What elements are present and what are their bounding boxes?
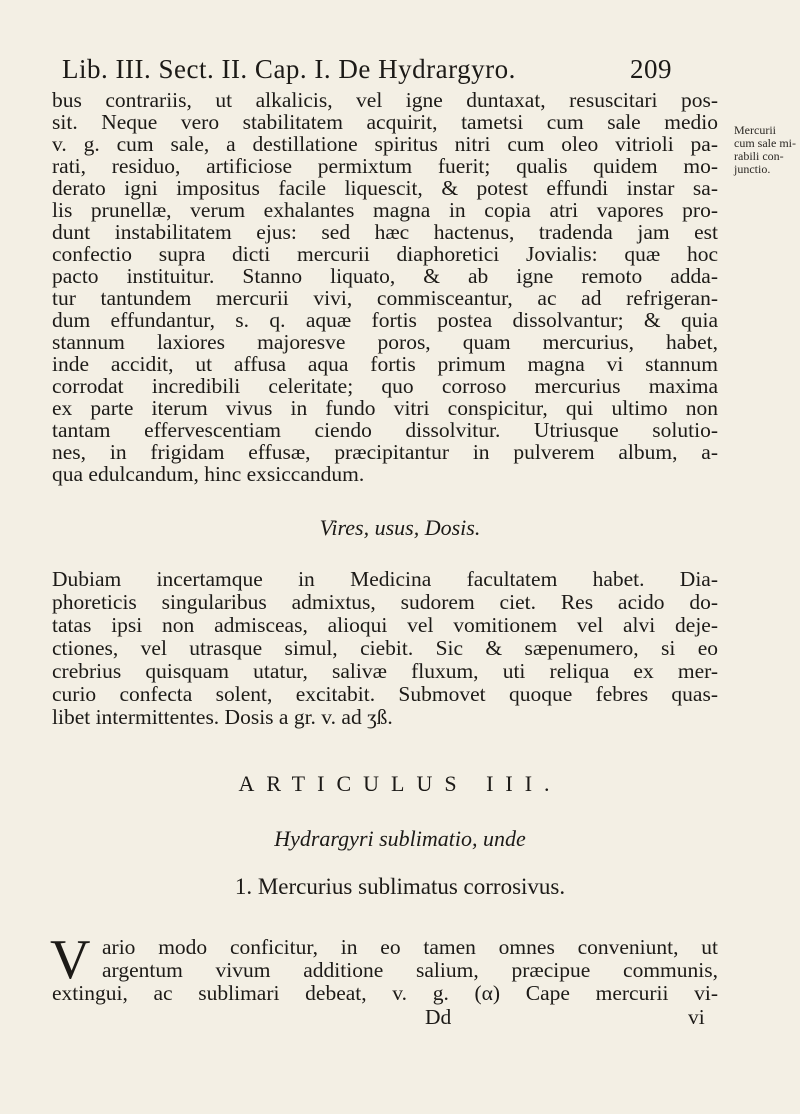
running-header	[62, 54, 672, 85]
marginal-note-line: rabili con-	[734, 149, 784, 163]
marginal-note-line: cum sale mi-	[734, 136, 796, 150]
signature-mark: Dd	[425, 1005, 452, 1029]
text-line: nes, in frigidam effusæ, præcipitantur in pulverem album, a-	[52, 440, 718, 464]
text-line: ctiones, vel utrasque simul, ciebit. Sic & sæpenumero, si eo	[52, 636, 718, 660]
text-line: lis prunellæ, verum exhalantes magna in copia atri vapores pro-	[52, 198, 718, 222]
text-line: dum effundantur, s. q. aquæ fortis postea dissolvantur; & quia	[52, 308, 718, 332]
article-heading: ARTICULUS III.	[238, 771, 562, 796]
text-line: phoreticis singularibus admixtus, sudorem ciet. Res acido do-	[52, 590, 718, 614]
text-line: corrodat incredibili celeritate; quo corroso mercurius maxima	[52, 374, 718, 398]
text-line: stannum laxiores majoresve poros, quam mercurius, habet,	[52, 330, 718, 354]
text-line: curio confecta solent, excitabit. Submovet quoque febres quas-	[52, 682, 718, 706]
text-line: sit. Neque vero stabilitatem acquirit, tametsi cum sale medio	[52, 110, 718, 134]
catchword: vi	[688, 1005, 705, 1029]
text-line: crebrius quisquam utatur, salivæ fluxum, uti reliqua ex mer-	[52, 659, 718, 683]
text-line: derato igni impositus facile liquescit, & potest effundi instar sa-	[52, 176, 718, 200]
text-line: Dubiam incertamque in Medicina facultatem habet. Dia-	[52, 567, 718, 591]
marginal-note-line: junctio.	[734, 162, 771, 176]
text-line: tantam effervescentiam ciendo dissolvitur. Utriusque solutio-	[52, 418, 718, 442]
section-heading: Vires, usus, Dosis.	[319, 515, 481, 540]
text-line: bus contrariis, ut alkalicis, vel igne duntaxat, resuscitari pos-	[52, 88, 718, 112]
page-number: 209	[630, 54, 672, 84]
text-line: ario modo conficitur, in eo tamen omnes conveniunt, ut	[102, 935, 718, 959]
text-line: inde accidit, ut affusa aqua fortis primum magna vi stannum	[52, 352, 718, 376]
text-line: argentum vivum additione salium, præcipue communis,	[102, 958, 718, 982]
text-line: rati, residuo, artificiose permixtum fuerit; qualis quidem mo-	[52, 154, 718, 178]
text-line: tur tantundem mercurii vivi, commisceantur, ac ad refrigeran-	[52, 286, 718, 310]
item-heading: 1. Mercurius sublimatus corrosivus.	[234, 874, 566, 899]
marginal-note-line: Mercurii	[734, 123, 776, 137]
text-line: dunt instabilitatem ejus: sed hæc hactenus, tradenda jam est	[52, 220, 718, 244]
text-line: extingui, ac sublimari debeat, v. g. (α) Cape mercurii vi-	[52, 981, 718, 1005]
text-line: pacto instituitur. Stanno liquato, & ab igne remoto adda-	[52, 264, 718, 288]
text-line: confectio supra dicti mercurii diaphoretici Jovialis: quæ hoc	[52, 242, 718, 266]
text-line: tatas ipsi non admisceas, alioqui vel vomitionem vel alvi deje-	[52, 613, 718, 637]
drop-capital: V	[50, 929, 91, 991]
running-title: Lib. III. Sect. II. Cap. I. De Hydrargyro.	[62, 54, 516, 84]
text-line: libet intermittentes. Dosis a gr. v. ad ʒß.	[52, 705, 393, 729]
article-subtitle: Hydrargyri sublimatio, unde	[274, 826, 526, 851]
text-line: ex parte iterum vivus in fundo vitri conspicitur, qui ultimo non	[52, 396, 718, 420]
text-line: v. g. cum sale, a destillatione spiritus nitri cum oleo vitrioli pa-	[52, 132, 718, 156]
text-line: qua edulcandum, hinc exsiccandum.	[52, 462, 365, 486]
